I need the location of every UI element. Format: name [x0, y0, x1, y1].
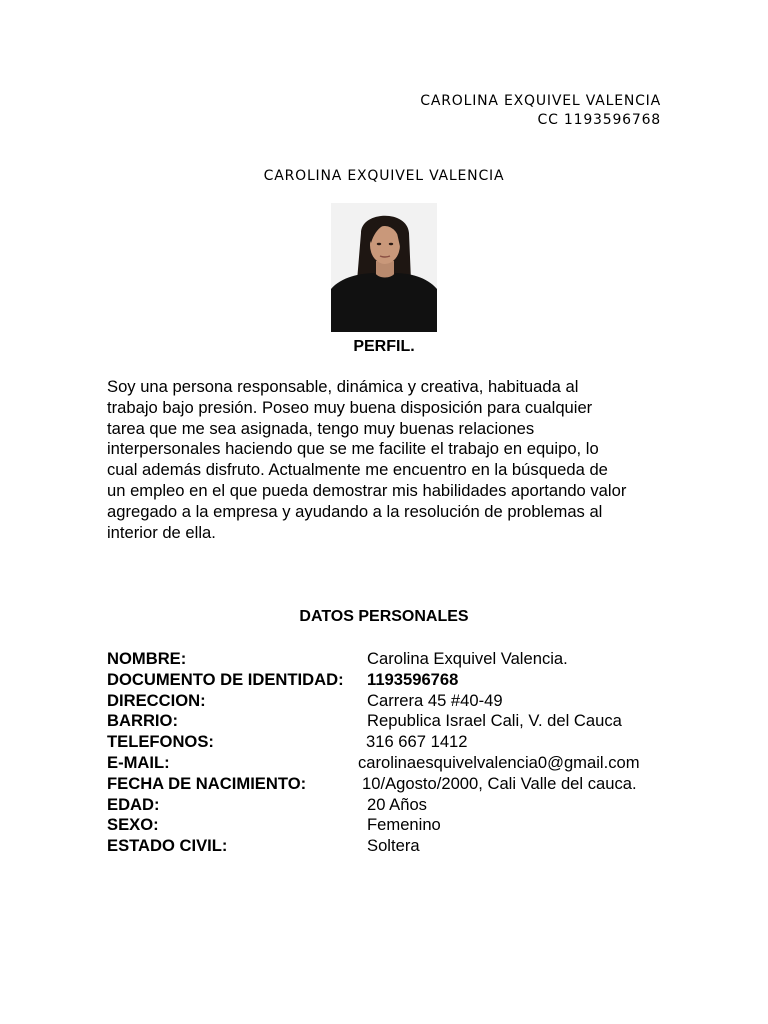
data-label: SEXO:: [107, 815, 159, 835]
header-id: CC 1193596768: [537, 112, 661, 128]
document-title: [0, 168, 768, 184]
profile-line: un empleo en el que pueda demostrar mis habilidades aportando valor: [107, 480, 627, 500]
profile-line: trabajo bajo presión. Poseo muy buena disposición para cualquier: [107, 397, 593, 417]
profile-line: tarea que me sea asignada, tengo muy buenas relaciones: [107, 418, 535, 438]
profile-line: Soy una persona responsable, dinámica y creativa, habituada al: [107, 377, 579, 396]
data-value: Carrera 45 #40-49: [367, 690, 503, 710]
personal-data-heading: DATOS PERSONALES: [299, 608, 469, 625]
data-row-direccion: [107, 691, 667, 712]
data-label: ESTADO CIVIL:: [107, 836, 228, 856]
data-row-estado-civil: [107, 836, 667, 857]
data-label: BARRIO:: [107, 711, 178, 731]
data-value: 20 Años: [367, 794, 427, 814]
data-value: 316 667 1412: [366, 732, 468, 752]
data-label: EDAD:: [107, 794, 160, 814]
data-row-email: [107, 753, 667, 774]
title-text: CAROLINA EXQUIVEL VALENCIA: [263, 168, 505, 184]
data-value: 1193596768: [367, 669, 459, 689]
profile-line: interior de ella.: [107, 522, 216, 542]
data-value: Carolina Exquivel Valencia.: [367, 649, 568, 668]
data-row-documento: [107, 670, 667, 691]
data-label: TELEFONOS:: [107, 732, 214, 752]
profile-photo-image: [331, 203, 437, 332]
data-value: Republica Israel Cali, V. del Cauca: [367, 711, 622, 731]
profile-line: interpersonales haciendo que se me facilite el trabajo en equipo, lo: [107, 439, 599, 459]
profile-line: cual además disfruto. Actualmente me encuentro en la búsqueda de: [107, 460, 608, 480]
profile-photo: [331, 203, 437, 332]
header-name: CAROLINA EXQUIVEL VALENCIA: [420, 93, 661, 109]
data-label: E-MAIL:: [107, 752, 170, 772]
personal-data-list: [107, 649, 667, 857]
data-row-nombre: [107, 649, 667, 670]
data-row-telefonos: [107, 732, 667, 753]
profile-line: agregado a la empresa y ayudando a la resolución de problemas al: [107, 501, 603, 521]
data-value: carolinaesquivelvalencia0@gmail.com: [358, 752, 640, 772]
data-label: NOMBRE:: [107, 649, 187, 668]
profile-text: [107, 377, 667, 543]
data-row-sexo: [107, 815, 667, 836]
data-label: DIRECCION:: [107, 690, 206, 710]
profile-heading: PERFIL.: [353, 338, 415, 355]
data-value: Femenino: [367, 815, 441, 835]
data-row-edad: [107, 795, 667, 816]
document-header: [420, 92, 661, 130]
data-row-barrio: [107, 711, 667, 732]
data-value: 10/Agosto/2000, Cali Valle del cauca.: [362, 773, 637, 793]
data-row-fecha: [107, 774, 667, 795]
data-label: FECHA DE NACIMIENTO:: [107, 773, 307, 793]
data-label: DOCUMENTO DE IDENTIDAD:: [107, 669, 344, 689]
data-value: Soltera: [367, 836, 420, 856]
